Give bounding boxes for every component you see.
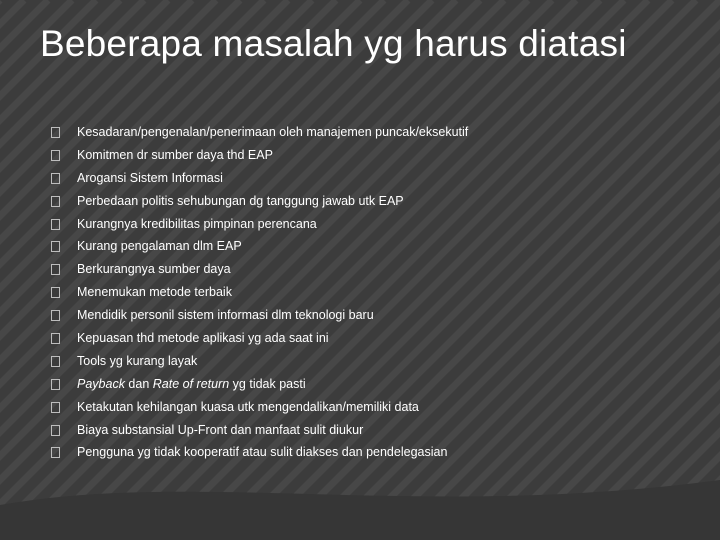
- bullet-item: [0, 398, 720, 421]
- bullet-text: Tools yg kurang layak: [77, 353, 198, 368]
- bullet-text: Kurangnya kredibilitas pimpinan perencana: [77, 216, 317, 231]
- bullet-item: [0, 169, 720, 192]
- bullet-text-part: dan: [124, 376, 153, 391]
- bullet-text-part: Payback: [77, 376, 125, 391]
- bullet-text: Berkurangnya sumber daya: [77, 262, 231, 277]
- bullet-text: Kurang pengalaman dlm EAP: [77, 239, 242, 254]
- bullet-text: Biaya substansial Up-Front dan manfaat sulit diukur: [77, 422, 364, 437]
- bullet-text-part: yg tidak pasti: [229, 376, 306, 391]
- bullet-list: [0, 123, 720, 466]
- bullet-item: [0, 375, 720, 398]
- bullet-item: [0, 283, 720, 306]
- bullet-item: [0, 260, 720, 283]
- bullet-item: [0, 123, 720, 146]
- square-bullet-icon: [51, 447, 60, 458]
- bullet-item: [0, 237, 720, 260]
- square-bullet-icon: [51, 150, 60, 161]
- bullet-item: [0, 443, 720, 466]
- bullet-item: [0, 421, 720, 444]
- square-bullet-icon: [51, 219, 60, 230]
- bullet-item: [0, 306, 720, 329]
- square-bullet-icon: [51, 402, 60, 413]
- square-bullet-icon: [51, 241, 60, 252]
- square-bullet-icon: [51, 425, 60, 436]
- bullet-item: [0, 192, 720, 215]
- square-bullet-icon: [51, 287, 60, 298]
- bullet-item: [0, 215, 720, 238]
- bullet-text: Perbedaan politis sehubungan dg tanggung jawab utk EAP: [77, 193, 404, 208]
- slide-title: Beberapa masalah yg harus diatasi: [40, 23, 627, 64]
- bullet-text: Kepuasan thd metode aplikasi yg ada saat ini: [77, 331, 329, 346]
- bullet-item: [0, 352, 720, 375]
- square-bullet-icon: [51, 196, 60, 207]
- bullet-text: Ketakutan kehilangan kuasa utk mengendalikan/memiliki data: [77, 399, 419, 414]
- square-bullet-icon: [51, 356, 60, 367]
- bullet-text: Kesadaran/pengenalan/penerimaan oleh manajemen puncak/eksekutif: [77, 125, 469, 139]
- bullet-text: Pengguna yg tidak kooperatif atau sulit diakses dan pendelegasian: [77, 445, 448, 460]
- bullet-text: [77, 376, 306, 392]
- bullet-text: Menemukan metode terbaik: [77, 285, 232, 300]
- bullet-text-part: Rate of return: [152, 376, 230, 391]
- bullet-item: [0, 329, 720, 352]
- bullet-text: Mendidik personil sistem informasi dlm teknologi baru: [77, 308, 374, 323]
- square-bullet-icon: [51, 333, 60, 344]
- square-bullet-icon: [51, 173, 60, 184]
- bullet-item: [0, 146, 720, 169]
- square-bullet-icon: [51, 264, 60, 275]
- square-bullet-icon: [51, 127, 60, 138]
- square-bullet-icon: [51, 310, 60, 321]
- bullet-text: Arogansi Sistem Informasi: [77, 170, 223, 185]
- bullet-text: Komitmen dr sumber daya thd EAP: [77, 147, 273, 162]
- square-bullet-icon: [51, 379, 60, 390]
